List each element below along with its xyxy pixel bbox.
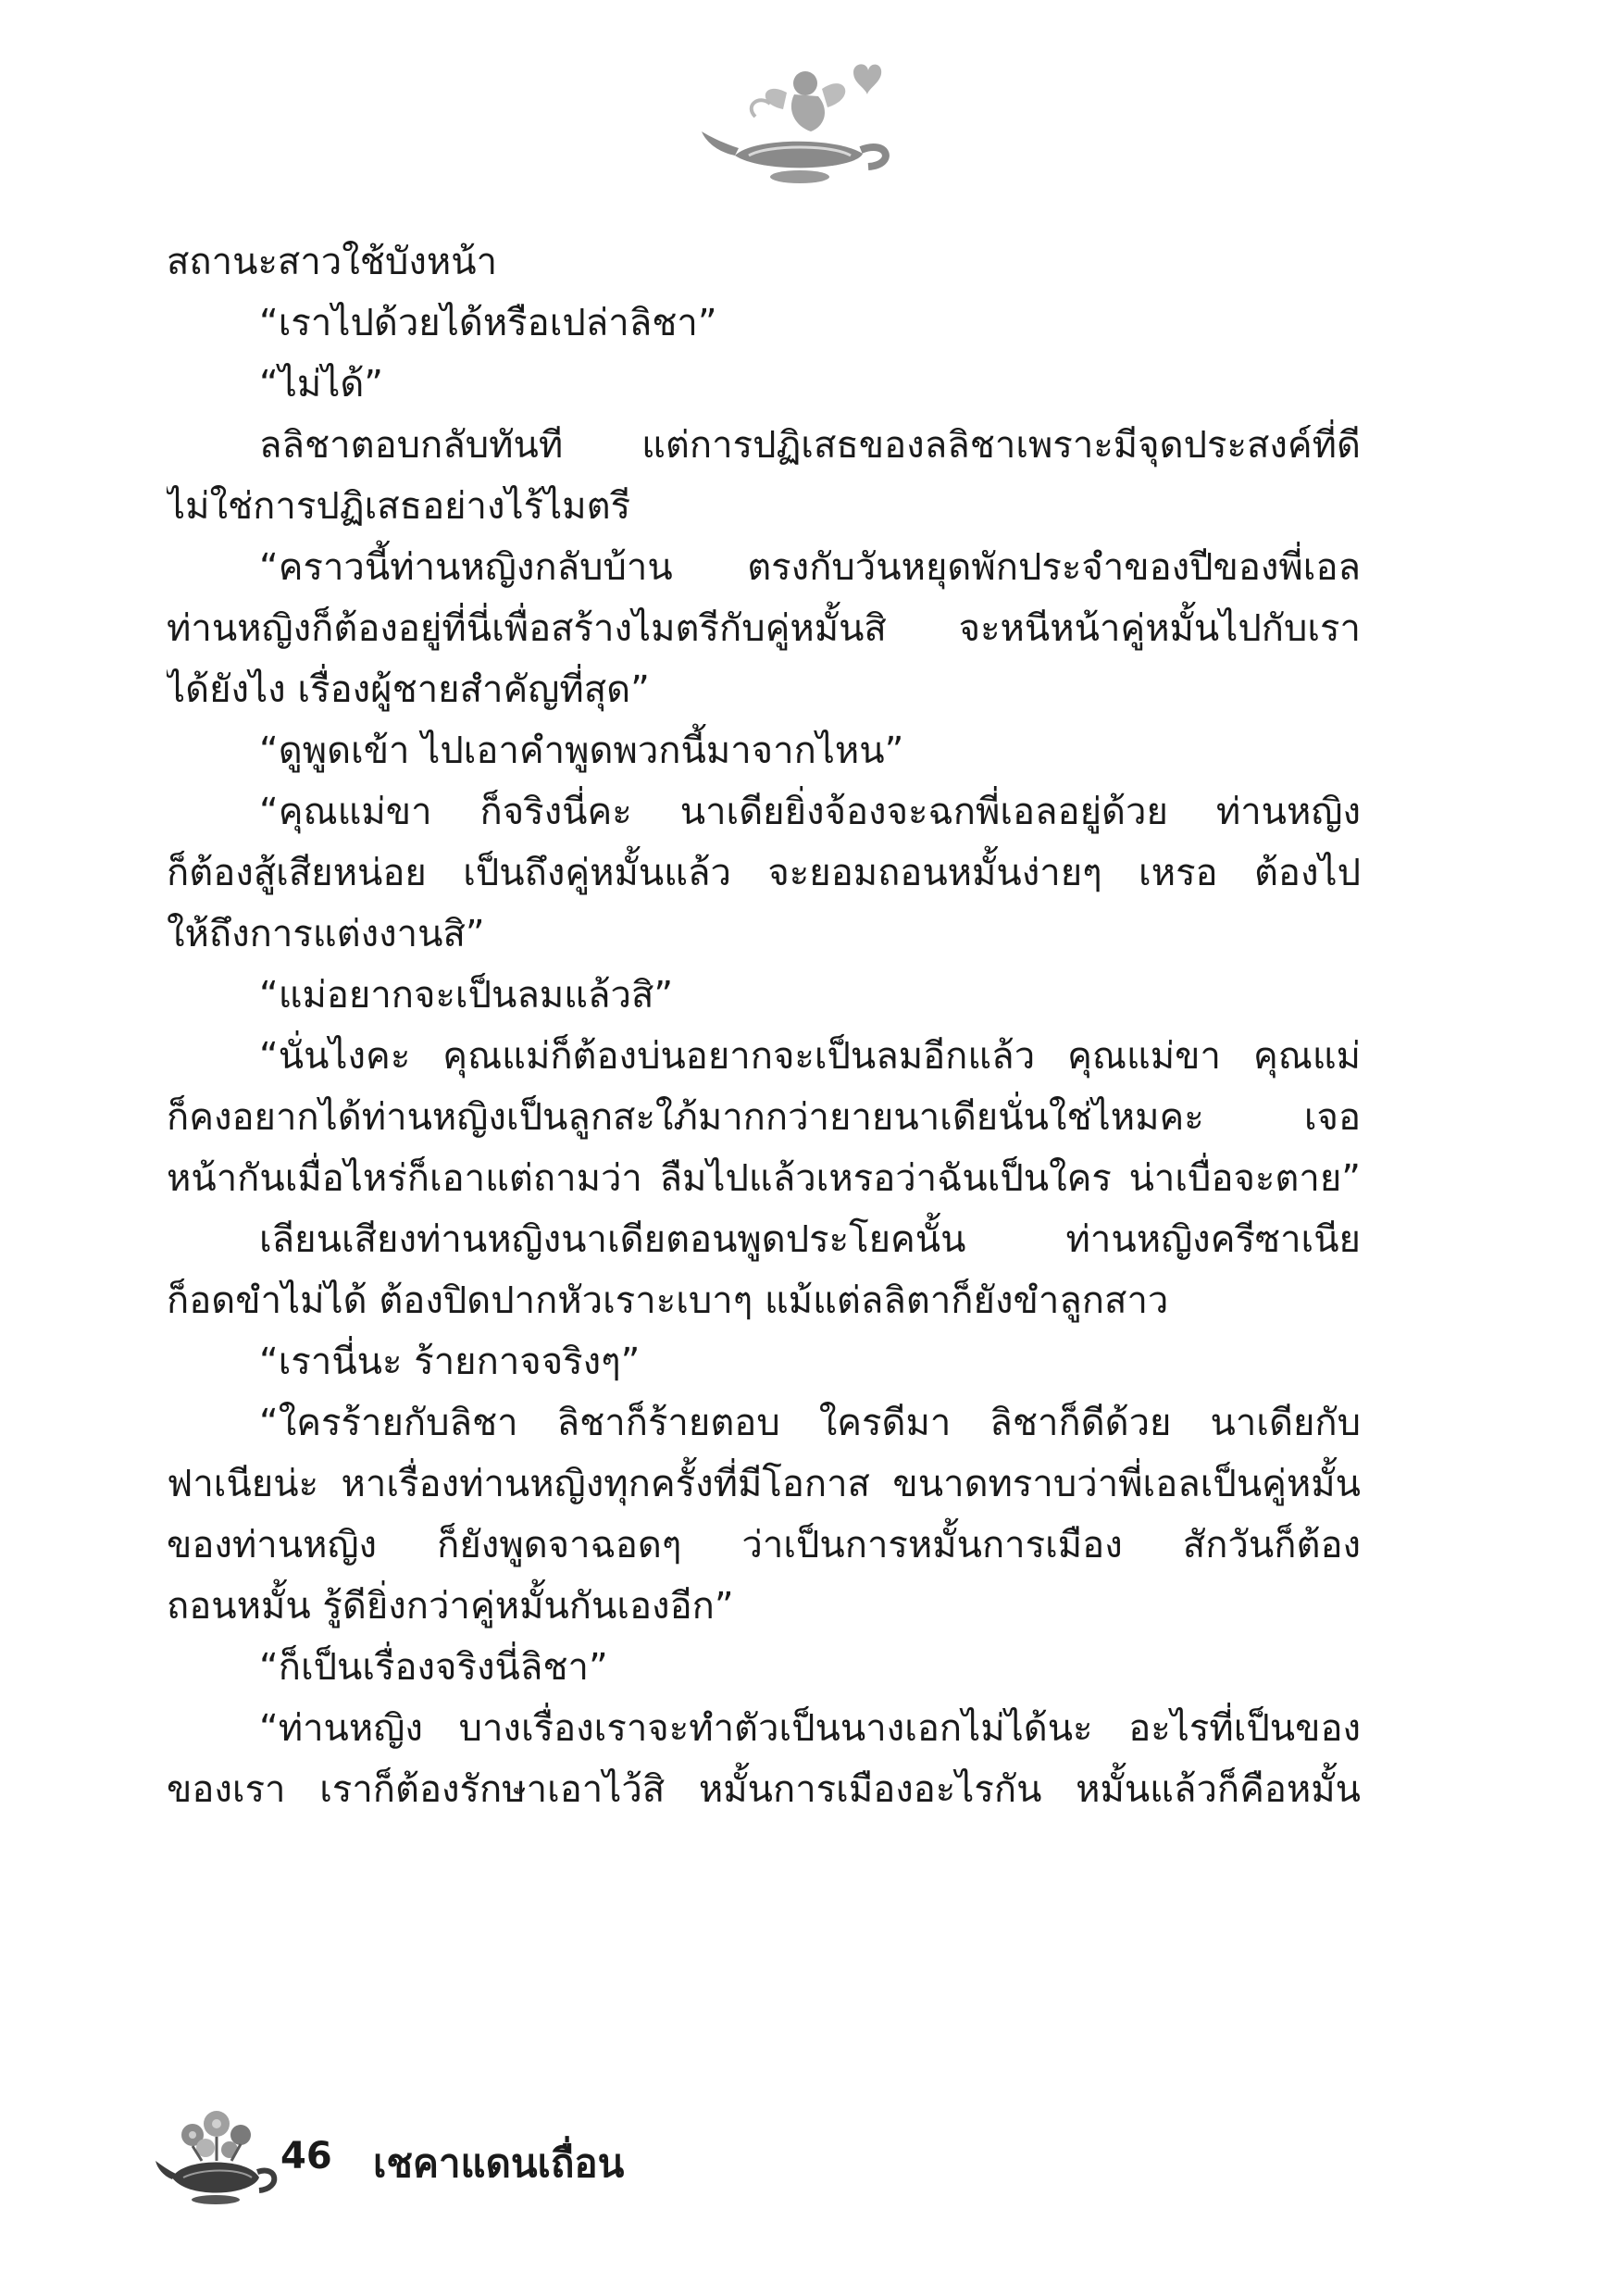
text-line: ก็คงอยากได้ท่านหญิงเป็นลูกสะใภ้มากกว่ายายนาเดียนั่นใช่ไหมคะ เจอ xyxy=(167,1096,1361,1139)
text-line: ก็ต้องสู้เสียหน่อย เป็นถึงคู่หมั้นแล้ว จะยอมถอนหมั้นง่ายๆ เหรอ ต้องไป xyxy=(167,852,1361,894)
text-line: “ไม่ได้” xyxy=(259,363,384,406)
text-line: “คราวนี้ท่านหญิงกลับบ้าน ตรงกับวันหยุดพักประจำของปีของพี่เอล xyxy=(259,546,1361,589)
text-line: ไม่ใช่การปฏิเสธอย่างไร้ไมตรี xyxy=(167,485,631,528)
text-line: ก็อดขำไม่ได้ ต้องปิดปากหัวเราะเบาๆ แม้แต่ลลิตาก็ยังขำลูกสาว xyxy=(167,1279,1169,1322)
page-footer xyxy=(156,2103,803,2205)
text-line: เลียนเสียงท่านหญิงนาเดียตอนพูดประโยคนั้น ท่านหญิงครีซาเนีย xyxy=(259,1218,1361,1261)
text-line: ฟาเนียน่ะ หาเรื่องท่านหญิงทุกครั้งที่มีโอกาส ขนาดทราบว่าพี่เอลเป็นคู่หมั้น xyxy=(167,1463,1361,1505)
text-line: “นั่นไงคะ คุณแม่ก็ต้องบ่นอยากจะเป็นลมอีกแล้ว คุณแม่ขา คุณแม่ xyxy=(259,1035,1361,1078)
text-line: “ก็เป็นเรื่องจริงนี่ลิชา” xyxy=(259,1646,608,1689)
text-line: “คุณแม่ขา ก็จริงนี่คะ นาเดียยิ่งจ้องจะฉกพี่เอลอยู่ด้วย ท่านหญิง xyxy=(259,791,1361,833)
text-line: “ท่านหญิง บางเรื่องเราจะทำตัวเป็นนางเอกไม่ได้นะ อะไรที่เป็นของ xyxy=(259,1707,1361,1750)
teapot-cupid-ornament-icon xyxy=(698,52,920,191)
text-line: ลลิชาตอบกลับทันที แต่การปฏิเสธของลลิชาเพราะมีจุดประสงค์ที่ดี xyxy=(259,424,1361,467)
text-line: “แม่อยากจะเป็นลมแล้วสิ” xyxy=(259,974,674,1017)
text-line: หน้ากันเมื่อไหร่ก็เอาแต่ถามว่า ลืมไปแล้วเหรอว่าฉันเป็นใคร น่าเบื่อจะตาย” xyxy=(167,1157,1361,1200)
text-line: ของเรา เราก็ต้องรักษาเอาไว้สิ หมั้นการเมืองอะไรกัน หมั้นแล้วก็คือหมั้น xyxy=(167,1768,1361,1811)
text-line: ให้ถึงการแต่งงานสิ” xyxy=(167,913,485,955)
text-line: “เรานี่นะ ร้ายกาจจริงๆ” xyxy=(259,1341,641,1383)
page-number: 46 xyxy=(280,2135,332,2177)
book-title: เชคาแดนเถื่อน xyxy=(373,2140,625,2186)
text-line: ของท่านหญิง ก็ยังพูดจาฉอดๆ ว่าเป็นการหมั้นการเมือง สักวันก็ต้อง xyxy=(167,1524,1361,1566)
text-line: ถอนหมั้น รู้ดียิ่งกว่าคู่หมั้นกันเองอีก” xyxy=(167,1585,734,1628)
body-text xyxy=(167,231,1361,1820)
flower-teapot-ornament-icon xyxy=(156,2103,285,2205)
text-line: สถานะสาวใช้บังหน้า xyxy=(167,241,498,283)
text-line: “ดูพูดเข้า ไปเอาคำพูดพวกนี้มาจากไหน” xyxy=(259,730,904,772)
text-line: “ใครร้ายกับลิชา ลิชาก็ร้ายตอบ ใครดีมา ลิชาก็ดีด้วย นาเดียกับ xyxy=(259,1402,1361,1444)
text-line: ได้ยังไง เรื่องผู้ชายสำคัญที่สุด” xyxy=(167,668,650,711)
text-line: “เราไปด้วยได้หรือเปล่าลิชา” xyxy=(259,302,717,344)
text-line: ท่านหญิงก็ต้องอยู่ที่นี่เพื่อสร้างไมตรีกับคู่หมั้นสิ จะหนีหน้าคู่หมั้นไปกับเรา xyxy=(167,607,1361,650)
